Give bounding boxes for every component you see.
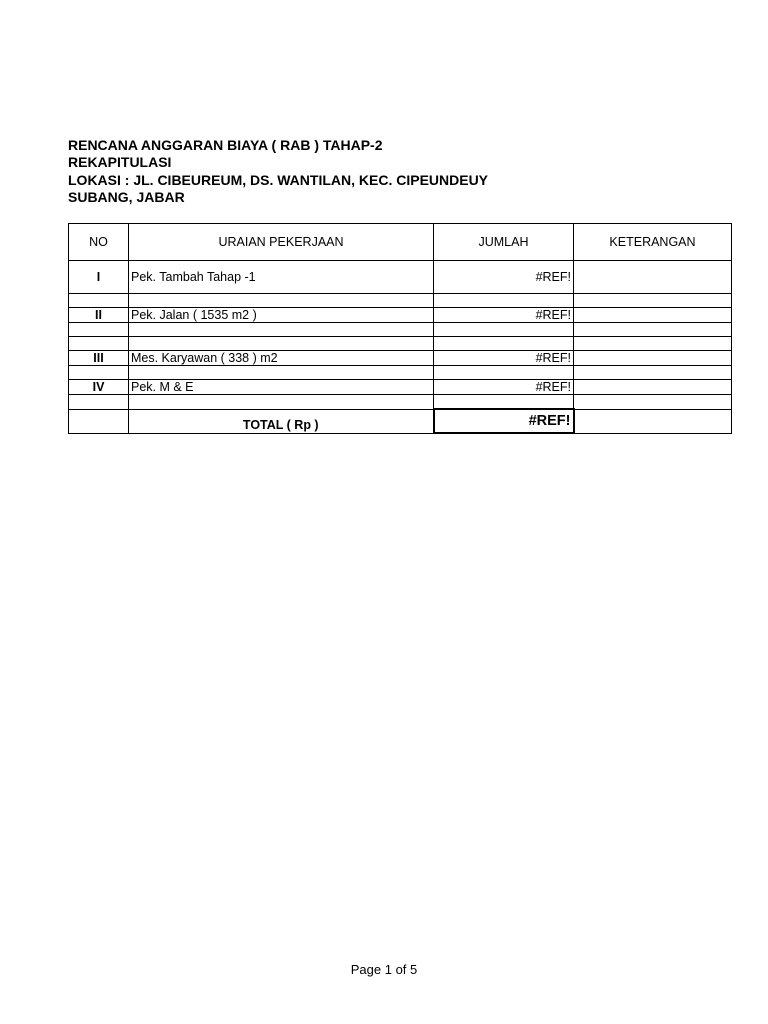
row-jumlah: #REF! [434, 261, 574, 294]
header-title: RENCANA ANGGARAN BIAYA ( RAB ) TAHAP-2 [68, 137, 383, 153]
row-uraian: Mes. Karyawan ( 338 ) m2 [129, 351, 434, 366]
row-no: III [69, 351, 129, 366]
document-header [68, 137, 488, 206]
table-row [69, 351, 732, 366]
table-header-row [69, 224, 732, 261]
row-jumlah: #REF! [434, 308, 574, 323]
row-no: II [69, 308, 129, 323]
total-row [69, 409, 732, 433]
rab-summary-table [68, 223, 732, 434]
header-subtitle: REKAPITULASI [68, 154, 172, 171]
header-location: LOKASI : JL. CIBEUREUM, DS. WANTILAN, KEC. CIPEUNDEUY [68, 171, 489, 188]
row-keterangan [574, 351, 732, 366]
table-row [69, 380, 732, 395]
row-keterangan [574, 308, 732, 323]
row-uraian: Pek. M & E [129, 380, 434, 395]
table-row [69, 261, 732, 294]
spacer-row [69, 366, 732, 380]
spacer-row [69, 323, 732, 337]
row-no: IV [69, 380, 129, 395]
spacer-row [69, 337, 732, 351]
column-header-no: NO [69, 224, 129, 261]
row-uraian: Pek. Jalan ( 1535 m2 ) [129, 308, 434, 323]
spacer-row [69, 395, 732, 410]
row-jumlah: #REF! [434, 380, 574, 395]
total-no-cell [69, 409, 129, 433]
column-header-jumlah: JUMLAH [434, 224, 574, 261]
row-keterangan [574, 380, 732, 395]
page-number: Page 1 of 5 [350, 962, 418, 977]
total-label: TOTAL ( Rp ) [129, 409, 434, 433]
row-no: I [69, 261, 129, 294]
column-header-uraian: URAIAN PEKERJAAN [129, 224, 434, 261]
row-jumlah: #REF! [434, 351, 574, 366]
column-header-keterangan: KETERANGAN [574, 224, 732, 261]
row-keterangan [574, 261, 732, 294]
total-keterangan-cell [574, 409, 732, 433]
total-value: #REF! [434, 409, 574, 433]
header-region: SUBANG, JABAR [68, 188, 185, 205]
spacer-row [69, 294, 732, 308]
table-row [69, 308, 732, 323]
row-uraian: Pek. Tambah Tahap -1 [129, 261, 434, 294]
